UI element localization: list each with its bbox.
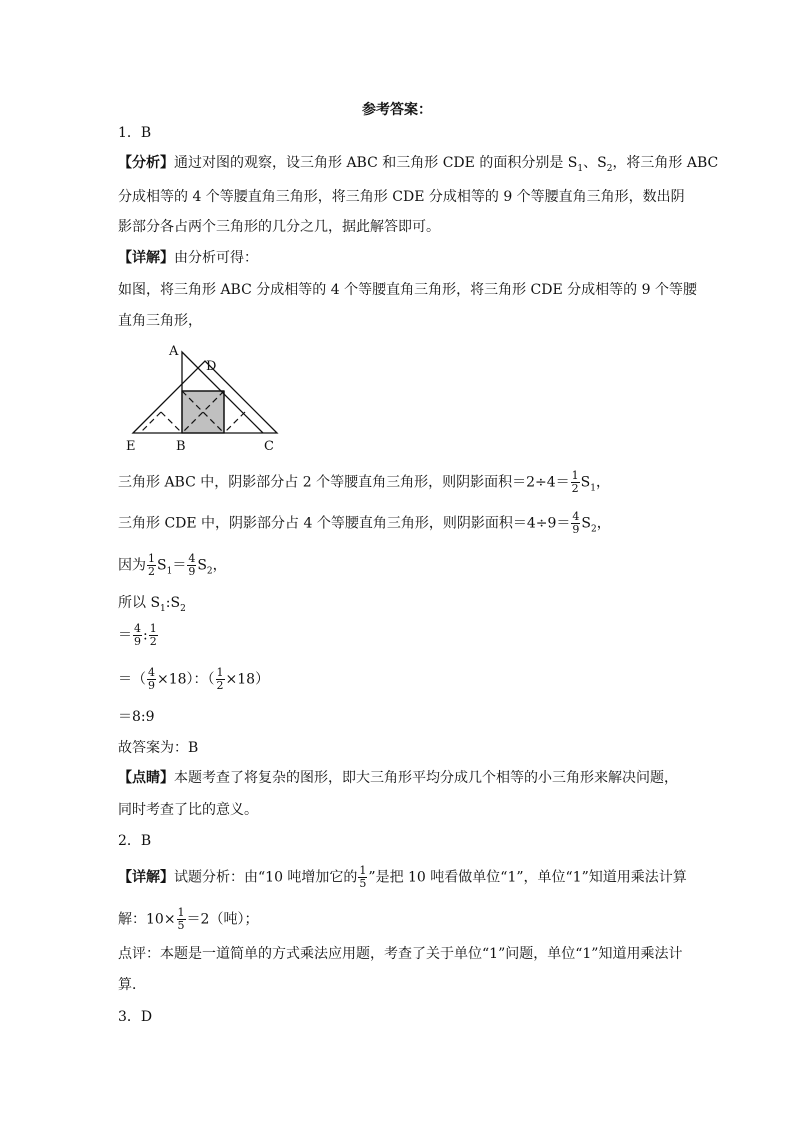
q2-number: 2．B — [118, 833, 152, 849]
q1-analysis-line-3: 影部分各占两个三角形的几分之几，据此解答即可。 — [118, 219, 440, 235]
q2-detail-line: 【详解】试题分析：由“10 吨增加它的 $\frac{1}{5}$ ”是把 10 吨看做单位“1”，单位“1”知道用乘法计算 — [118, 864, 687, 890]
q1-detail-line-1: 【详解】由分析可得： — [118, 250, 258, 266]
abc-shaded-line: 三角形 ABC 中，阴影部分占 2 个等腰直角三角形，则阴影面积＝2÷4＝ $\frac{1}{2}$ $S_1$， — [118, 469, 610, 495]
q1-comment-line-1: 【点睛】本题考查了将复杂的图形，即大三角形平均分成几个相等的小三角形来解决问题， — [118, 770, 678, 786]
q2-detail-tag: 【详解】 — [118, 869, 174, 886]
label-c: C — [264, 439, 274, 454]
q1-comment-line-2: 同时考查了比的意义。 — [118, 802, 258, 818]
fraction-four-ninths: $\frac{4}{9}$ — [572, 510, 580, 536]
label-e: E — [126, 439, 136, 454]
label-b: B — [176, 439, 186, 454]
page-title: 参考答案： — [362, 102, 432, 118]
q1-analysis-line-2: 分成相等的 4 个等腰直角三角形，将三角形 CDE 分成相等的 9 个等腰直角三角形，数出阴 — [118, 189, 685, 205]
q1-number: 1．B — [118, 125, 152, 141]
cde-shaded-line: 三角形 CDE 中，阴影部分占 4 个等腰直角三角形，则阴影面积＝4÷9＝ $\frac{4}{9}$ $S_2$， — [118, 510, 611, 536]
q1-detail-line-2: 如图，将三角形 ABC 分成相等的 4 个等腰直角三角形，将三角形 CDE 分成相等的 9 个等腰 — [118, 282, 697, 298]
q1-answer: 故答案为：B — [118, 740, 199, 756]
comment-tag: 【点睛】 — [118, 770, 174, 786]
q1-detail-line-3: 直角三角形， — [118, 313, 202, 329]
fraction-half: $\frac{1}{2}$ — [571, 469, 579, 495]
fraction-one-fifth: $\frac{1}{5}$ — [359, 864, 367, 890]
so-line: 所以 $S_1:S_2$ — [118, 595, 186, 614]
q2-review-line-2: 算． — [118, 977, 146, 993]
triangle-figure — [118, 338, 288, 456]
q1-analysis-line-1: 【分析】通过对图的观察，设三角形 ABC 和三角形 CDE 的面积分别是 $S_1$、$S_2$，将三角形 ABC — [118, 155, 719, 174]
dashed-line-4 — [161, 412, 182, 433]
label-d: D — [206, 359, 217, 374]
q2-review-line-1: 点评：本题是一道简单的方式乘法应用题，考查了关于单位“1”问题，单位“1”知道用乘法计 — [118, 946, 683, 962]
detail-tag: 【详解】 — [118, 250, 174, 266]
q2-solve-line: 解：10× $\frac{1}{5}$ ＝2（吨）； — [118, 906, 259, 932]
equation-line-2: ＝（ $\frac{4}{9}$ ×18）：（ $\frac{1}{2}$ ×18） — [118, 666, 270, 692]
equation-line-1: ＝ $\frac{4}{9}$ : $\frac{1}{2}$ — [118, 622, 157, 648]
label-a: A — [169, 344, 179, 359]
because-line: 因为 $\frac{1}{2}$ $S_1=$ $\frac{4}{9}$ $S_2$， — [118, 552, 227, 578]
analysis-tag: 【分析】 — [118, 155, 174, 171]
equation-line-3: ＝8:9 — [118, 709, 155, 725]
dashed-line-5 — [224, 412, 245, 433]
q3-number: 3．D — [118, 1009, 153, 1025]
